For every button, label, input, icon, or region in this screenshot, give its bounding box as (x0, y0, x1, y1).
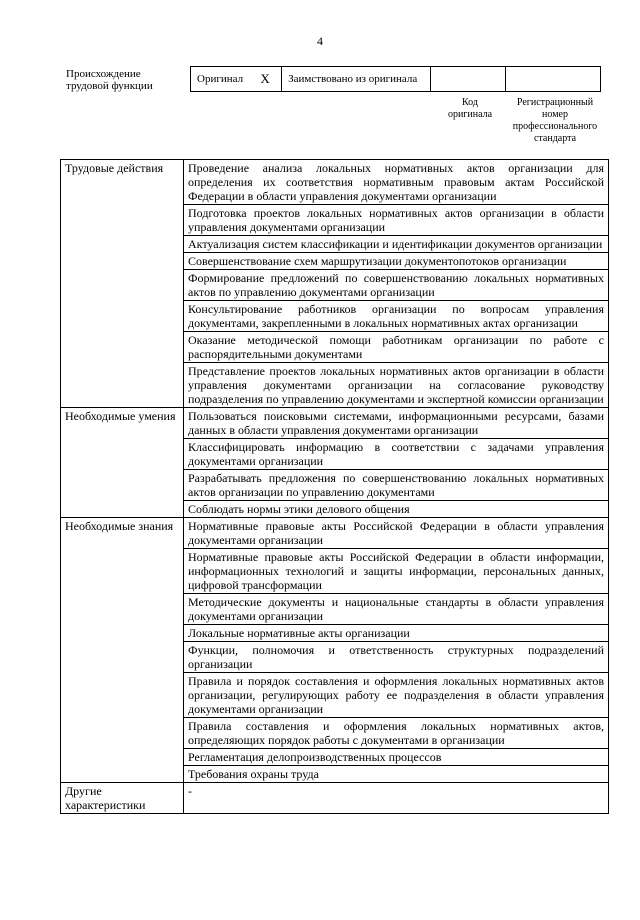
table-row (61, 518, 609, 549)
page-number: 4 (317, 34, 323, 48)
section-item: Оказание методической помощи работникам организации по работе с распорядительными документами (184, 332, 609, 363)
section-item: Нормативные правовые акты Российской Федерации в области информации, информационных технологий и защиты информации, персональных данных, цифровой трансформации (184, 549, 609, 594)
section-item: Пользоваться поисковыми системами, информационными ресурсами, базами данных в области управления документами организации (184, 408, 609, 439)
section-label: Необходимые знания (61, 518, 184, 783)
code-original-caption: Код оригинала (447, 97, 493, 120)
section-item: Функции, полномочия и ответственность структурных подразделений организации (184, 642, 609, 673)
section-item: Консультирование работников организации по вопросам управления документами, закрепленными в локальных нормативных актах организации (184, 301, 609, 332)
section-item: Представление проектов локальных нормативных актов организации в области управления документами организации на согласование руководству подразделения по управлению документами и экспертной комиссии организации (184, 363, 609, 408)
function-table (60, 159, 609, 814)
section-item: Требования охраны труда (184, 766, 609, 783)
table-row (61, 783, 609, 814)
section-label: Другие характеристики (61, 783, 184, 814)
section-item: Локальные нормативные акты организации (184, 625, 609, 642)
reg-number-caption: Регистрационный номер профессионального стандарта (512, 97, 598, 144)
table-row (61, 160, 609, 205)
borrowed-label: Заимствовано из оригинала (282, 67, 431, 92)
section-item: Соблюдать нормы этики делового общения (184, 501, 609, 518)
section-item: Классифицировать информацию в соответствии с задачами управления документами организации (184, 439, 609, 470)
section-item: Подготовка проектов локальных нормативных актов организации в области управления документами организации (184, 205, 609, 236)
original-label: Оригинал (191, 67, 250, 92)
origin-label: Происхождение трудовой функции (66, 68, 153, 92)
section-item: Нормативные правовые акты Российской Федерации в области управления документами организации (184, 518, 609, 549)
section-item: Актуализация систем классификации и идентификации документов организации (184, 236, 609, 253)
section-label: Трудовые действия (61, 160, 184, 408)
section-item: Регламентация делопроизводственных процессов (184, 749, 609, 766)
section-label: Необходимые умения (61, 408, 184, 518)
section-item: Проведение анализа локальных нормативных актов организации для определения их соответствия нормативным правовым актам Российской Федерации в области управления документами организации (184, 160, 609, 205)
section-item: Формирование предложений по совершенствованию локальных нормативных актов по управлению документами организации (184, 270, 609, 301)
table-row (61, 408, 609, 439)
section-item: Разрабатывать предложения по совершенствованию локальных нормативных актов организации по управлению документами (184, 470, 609, 501)
code-cell (431, 67, 506, 92)
section-item: - (184, 783, 609, 814)
reg-number-cell (506, 67, 601, 92)
section-item: Правила и порядок составления и оформления локальных нормативных актов организации, регулирующих работу ее подразделения в области управления документами организации (184, 673, 609, 718)
origin-table (190, 66, 601, 92)
section-item: Совершенствование схем маршрутизации документопотоков организации (184, 253, 609, 270)
original-mark: X (249, 67, 282, 92)
section-item: Методические документы и национальные стандарты в области управления документами организации (184, 594, 609, 625)
section-item: Правила составления и оформления локальных нормативных актов, определяющих порядок работы с документами в организации (184, 718, 609, 749)
